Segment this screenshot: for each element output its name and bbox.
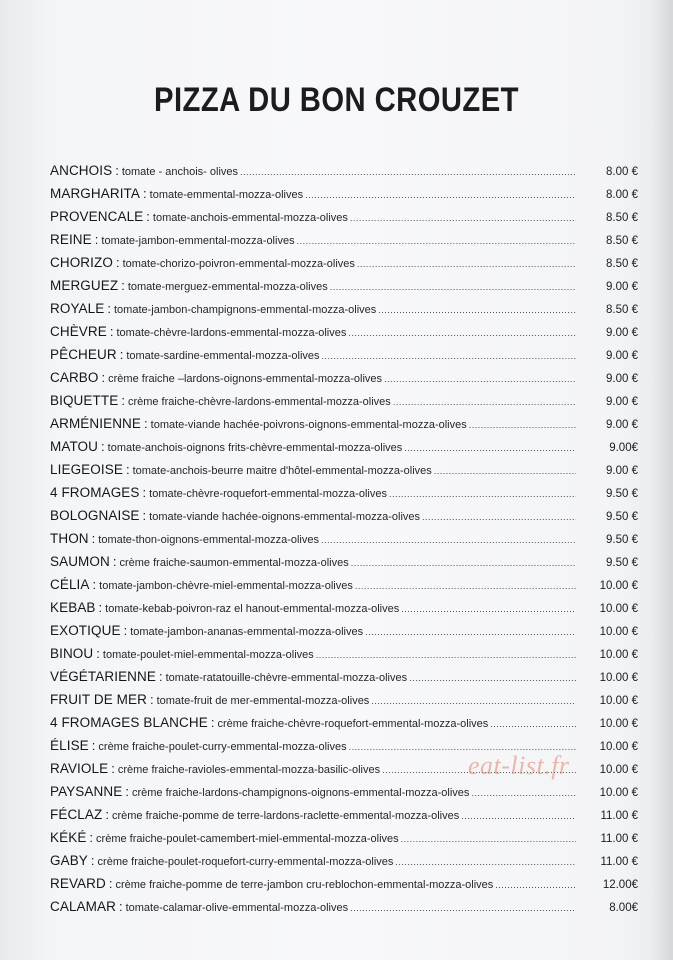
menu-item: [50, 186, 638, 209]
menu-item: [50, 462, 638, 485]
pizza-name: CALAMAR: [50, 899, 116, 914]
name-separator: :: [96, 646, 100, 661]
pizza-ingredients: tomate-anchois-beurre maitre d'hôtel-emmental-mozza-olives: [132, 465, 432, 477]
pizza-ingredients: tomate-merguez-emmental-mozza-olives: [127, 281, 328, 293]
dot-leader: [355, 581, 576, 591]
pizza-ingredients: tomate-sardine-emmental-mozza-olives: [126, 350, 320, 362]
menu-item: [50, 715, 638, 738]
name-separator: :: [210, 715, 215, 730]
pizza-name: EXOTIQUE: [50, 623, 121, 638]
dot-leader: [378, 305, 576, 315]
pizza-price: 9.00 €: [606, 373, 638, 385]
pizza-name: FÉCLAZ: [50, 807, 103, 822]
pizza-name: CARBO: [50, 370, 99, 385]
dot-leader: [316, 650, 576, 660]
name-separator: :: [91, 531, 96, 546]
menu-item: [50, 232, 638, 255]
dot-leader: [297, 236, 576, 246]
menu-item: [50, 255, 638, 278]
dot-leader: [240, 167, 576, 177]
pizza-name: RAVIOLE: [50, 761, 109, 776]
pizza-ingredients: crème fraiche-poulet-curry-emmental-mozza-olives: [98, 741, 347, 753]
name-separator: :: [149, 692, 154, 707]
menu-item: [50, 554, 638, 577]
menu-item: [50, 600, 638, 623]
pizza-ingredients: tomate-chèvre-lardons-emmental-mozza-olives: [116, 327, 347, 339]
name-separator: :: [118, 899, 123, 914]
pizza-price: 10.00 €: [599, 672, 638, 684]
pizza-price: 9.00 €: [606, 396, 638, 408]
pizza-ingredients: crème fraiche-lardons-champignons-oignons-emmental-mozza-olives: [131, 787, 470, 799]
menu-item: [50, 278, 638, 301]
dot-leader: [471, 788, 576, 798]
pizza-ingredients: crème fraiche-chèvre-lardons-emmental-mozza-olives: [127, 396, 391, 408]
pizza-name: CHÈVRE: [50, 324, 107, 339]
pizza-name: FRUIT DE MER: [50, 692, 147, 707]
pizza-ingredients: tomate-jambon-champignons-emmental-mozza-olives: [114, 304, 377, 316]
page-edge-shadow: [651, 0, 673, 960]
pizza-name: VÉGÉTARIENNE: [50, 669, 156, 684]
dot-leader: [371, 696, 576, 706]
pizza-ingredients: tomate-jambon-emmental-mozza-olives: [101, 235, 295, 247]
pizza-name: BINOU: [50, 646, 94, 661]
pizza-price: 8.50 €: [606, 235, 638, 247]
menu-item: [50, 416, 638, 439]
menu-item: [50, 439, 638, 462]
pizza-ingredients: tomate-viande hachée-oignons-emmental-mozza-olives: [149, 511, 421, 523]
pizza-price: 10.00 €: [599, 649, 638, 661]
menu-title: PIZZA DU BON CROUZET: [154, 80, 519, 119]
name-separator: :: [125, 462, 130, 477]
name-separator: :: [158, 669, 163, 684]
pizza-name: CHORIZO: [50, 255, 113, 270]
pizza-name: CÉLIA: [50, 577, 90, 592]
pizza-name: MATOU: [50, 439, 99, 454]
pizza-price: 10.00 €: [599, 603, 638, 615]
pizza-price: 9.50 €: [606, 557, 638, 569]
menu-item: [50, 393, 638, 416]
pizza-name: MERGUEZ: [50, 278, 119, 293]
pizza-ingredients: crème fraiche-pomme de terre-lardons-raclette-emmental-mozza-olives: [111, 810, 460, 822]
pizza-name: KÉKÉ: [50, 830, 87, 845]
pizza-ingredients: crème fraiche-poulet-camembert-miel-emmental-mozza-olives: [96, 833, 399, 845]
pizza-ingredients: tomate-viande hachée-poivrons-oignons-emmental-mozza-olives: [150, 419, 467, 431]
pizza-name: 4 FROMAGES BLANCHE: [50, 715, 208, 730]
dot-leader: [409, 673, 576, 683]
pizza-ingredients: tomate-calamar-olive-emmental-mozza-olives: [125, 902, 349, 914]
name-separator: :: [121, 393, 125, 408]
menu-item: [50, 876, 638, 899]
pizza-ingredients: tomate-fruit de mer-emmental-mozza-olives: [156, 695, 370, 707]
name-separator: :: [101, 370, 106, 385]
pizza-price: 9.00 €: [606, 350, 638, 362]
menu-item: [50, 646, 638, 669]
pizza-ingredients: tomate-poulet-miel-emmental-mozza-olives: [102, 649, 314, 661]
pizza-name: PROVENCALE: [50, 209, 144, 224]
pizza-price: 8.50 €: [606, 212, 638, 224]
pizza-price: 12.00€: [602, 879, 638, 891]
name-separator: :: [109, 324, 114, 339]
pizza-price: 9.00 €: [606, 465, 638, 477]
pizza-ingredients: tomate-emmental-mozza-olives: [149, 189, 304, 201]
pizza-name: THON: [50, 531, 89, 546]
menu-item: [50, 692, 638, 715]
pizza-price: 10.00 €: [599, 695, 638, 707]
menu-item: [50, 577, 638, 600]
dot-leader: [321, 535, 576, 545]
name-separator: :: [107, 301, 111, 316]
dot-leader: [348, 328, 576, 338]
pizza-name: REINE: [50, 232, 92, 247]
pizza-ingredients: crème fraiche –lardons-oignons-emmental-mozza-olives: [108, 373, 383, 385]
pizza-price: 11.00 €: [600, 833, 638, 845]
pizza-name: BIQUETTE: [50, 393, 119, 408]
menu-item: [50, 531, 638, 554]
pizza-price: 10.00 €: [599, 741, 638, 753]
dot-leader: [350, 903, 576, 913]
menu-item: [50, 163, 638, 186]
dot-leader: [404, 443, 576, 453]
pizza-price: 9.50 €: [606, 488, 638, 500]
pizza-name: GABY: [50, 853, 88, 868]
pizza-price: 10.00 €: [599, 787, 638, 799]
pizza-ingredients: crème fraiche-chèvre-roquefort-emmental-mozza-olives: [217, 718, 489, 730]
pizza-price: 10.00 €: [599, 718, 638, 730]
dot-leader: [495, 880, 576, 890]
pizza-name: REVARD: [50, 876, 106, 891]
pizza-ingredients: tomate-kebab-poivron-raz el hanout-emmental-mozza-olives: [105, 603, 400, 615]
dot-leader: [401, 834, 576, 844]
name-separator: :: [94, 232, 99, 247]
pizza-ingredients: tomate-jambon-chèvre-miel-emmental-mozza-olives: [99, 580, 353, 592]
pizza-name: MARGHARITA: [50, 186, 141, 201]
pizza-menu-list: [50, 163, 638, 922]
menu-item: [50, 853, 638, 876]
menu-item: [50, 669, 638, 692]
name-separator: :: [111, 761, 115, 776]
pizza-price: 9.00€: [609, 442, 638, 454]
name-separator: :: [101, 439, 105, 454]
pizza-price: 10.00 €: [599, 626, 638, 638]
dot-leader: [351, 558, 576, 568]
pizza-name: KEBAB: [50, 600, 96, 615]
pizza-price: 8.00 €: [606, 189, 638, 201]
name-separator: :: [143, 186, 147, 201]
pizza-price: 9.00 €: [606, 281, 638, 293]
pizza-name: ARMÉNIENNE: [50, 416, 142, 431]
menu-item: [50, 324, 638, 347]
pizza-name: PAYSANNE: [50, 784, 123, 799]
name-separator: :: [146, 209, 150, 224]
name-separator: :: [90, 853, 95, 868]
menu-item: [50, 807, 638, 830]
pizza-name: BOLOGNAISE: [50, 508, 140, 523]
pizza-price: 9.00 €: [606, 419, 638, 431]
dot-leader: [365, 627, 576, 637]
watermark: eat-list.fr: [468, 751, 570, 780]
pizza-price: 8.00 €: [606, 166, 638, 178]
pizza-price: 8.00€: [609, 902, 638, 914]
pizza-ingredients: tomate-jambon-ananas-emmental-mozza-olives: [130, 626, 364, 638]
dot-leader: [350, 213, 576, 223]
pizza-ingredients: tomate - anchois- olives: [121, 166, 239, 178]
menu-item: [50, 830, 638, 853]
pizza-ingredients: tomate-anchois-oignons frits-chèvre-emmental-mozza-olives: [107, 442, 403, 454]
name-separator: :: [119, 347, 124, 362]
dot-leader: [401, 604, 576, 614]
pizza-ingredients: crème fraiche-pomme de terre-jambon cru-reblochon-emmental-mozza-olives: [115, 879, 494, 891]
menu-item: [50, 623, 638, 646]
name-separator: :: [108, 876, 113, 891]
name-separator: :: [112, 554, 117, 569]
menu-item: [50, 899, 638, 922]
dot-leader: [393, 397, 576, 407]
dot-leader: [469, 420, 576, 430]
dot-leader: [389, 489, 576, 499]
pizza-price: 10.00 €: [599, 764, 638, 776]
dot-leader: [490, 719, 576, 729]
menu-item: [50, 370, 638, 393]
name-separator: :: [91, 738, 96, 753]
name-separator: :: [142, 485, 147, 500]
name-separator: :: [125, 784, 129, 799]
dot-leader: [384, 374, 576, 384]
name-separator: :: [123, 623, 128, 638]
pizza-ingredients: tomate-chorizo-poivron-emmental-mozza-olives: [122, 258, 355, 270]
pizza-ingredients: crème fraiche-ravioles-emmental-mozza-basilic-olives: [117, 764, 381, 776]
pizza-ingredients: crème fraiche-saumon-emmental-mozza-olives: [119, 557, 349, 569]
name-separator: :: [105, 807, 109, 822]
dot-leader: [330, 282, 576, 292]
pizza-price: 9.50 €: [606, 511, 638, 523]
dot-leader: [461, 811, 576, 821]
menu-item: [50, 301, 638, 324]
pizza-name: PÊCHEUR: [50, 347, 117, 362]
pizza-ingredients: tomate-ratatouille-chèvre-emmental-mozza-olives: [165, 672, 408, 684]
pizza-price: 10.00 €: [599, 580, 638, 592]
name-separator: :: [121, 278, 125, 293]
pizza-ingredients: tomate-anchois-emmental-mozza-olives: [152, 212, 348, 224]
pizza-price: 11.00 €: [600, 856, 638, 868]
name-separator: :: [98, 600, 103, 615]
pizza-price: 8.50 €: [606, 304, 638, 316]
pizza-price: 11.00 €: [600, 810, 638, 822]
dot-leader: [422, 512, 576, 522]
pizza-price: 9.00 €: [606, 327, 638, 339]
name-separator: :: [92, 577, 97, 592]
dot-leader: [305, 190, 576, 200]
pizza-name: ROYALE: [50, 301, 105, 316]
pizza-price: 8.50 €: [606, 258, 638, 270]
menu-item: [50, 784, 638, 807]
menu-item: [50, 508, 638, 531]
name-separator: :: [142, 508, 147, 523]
name-separator: :: [115, 163, 119, 178]
name-separator: :: [89, 830, 94, 845]
pizza-name: LIEGEOISE: [50, 462, 123, 477]
name-separator: :: [144, 416, 148, 431]
pizza-name: 4 FROMAGES: [50, 485, 140, 500]
dot-leader: [357, 259, 576, 269]
dot-leader: [434, 466, 576, 476]
name-separator: :: [115, 255, 120, 270]
pizza-price: 9.50 €: [606, 534, 638, 546]
pizza-ingredients: tomate-chèvre-roquefort-emmental-mozza-olives: [149, 488, 387, 500]
menu-item: [50, 209, 638, 232]
dot-leader: [322, 351, 576, 361]
menu-item: [50, 347, 638, 370]
menu-item: [50, 485, 638, 508]
pizza-name: SAUMON: [50, 554, 110, 569]
dot-leader: [395, 857, 576, 867]
pizza-ingredients: tomate-thon-oignons-emmental-mozza-olives: [98, 534, 319, 546]
pizza-name: ÉLISE: [50, 738, 89, 753]
pizza-name: ANCHOIS: [50, 163, 113, 178]
pizza-ingredients: crème fraiche-poulet-roquefort-curry-emmental-mozza-olives: [97, 856, 394, 868]
